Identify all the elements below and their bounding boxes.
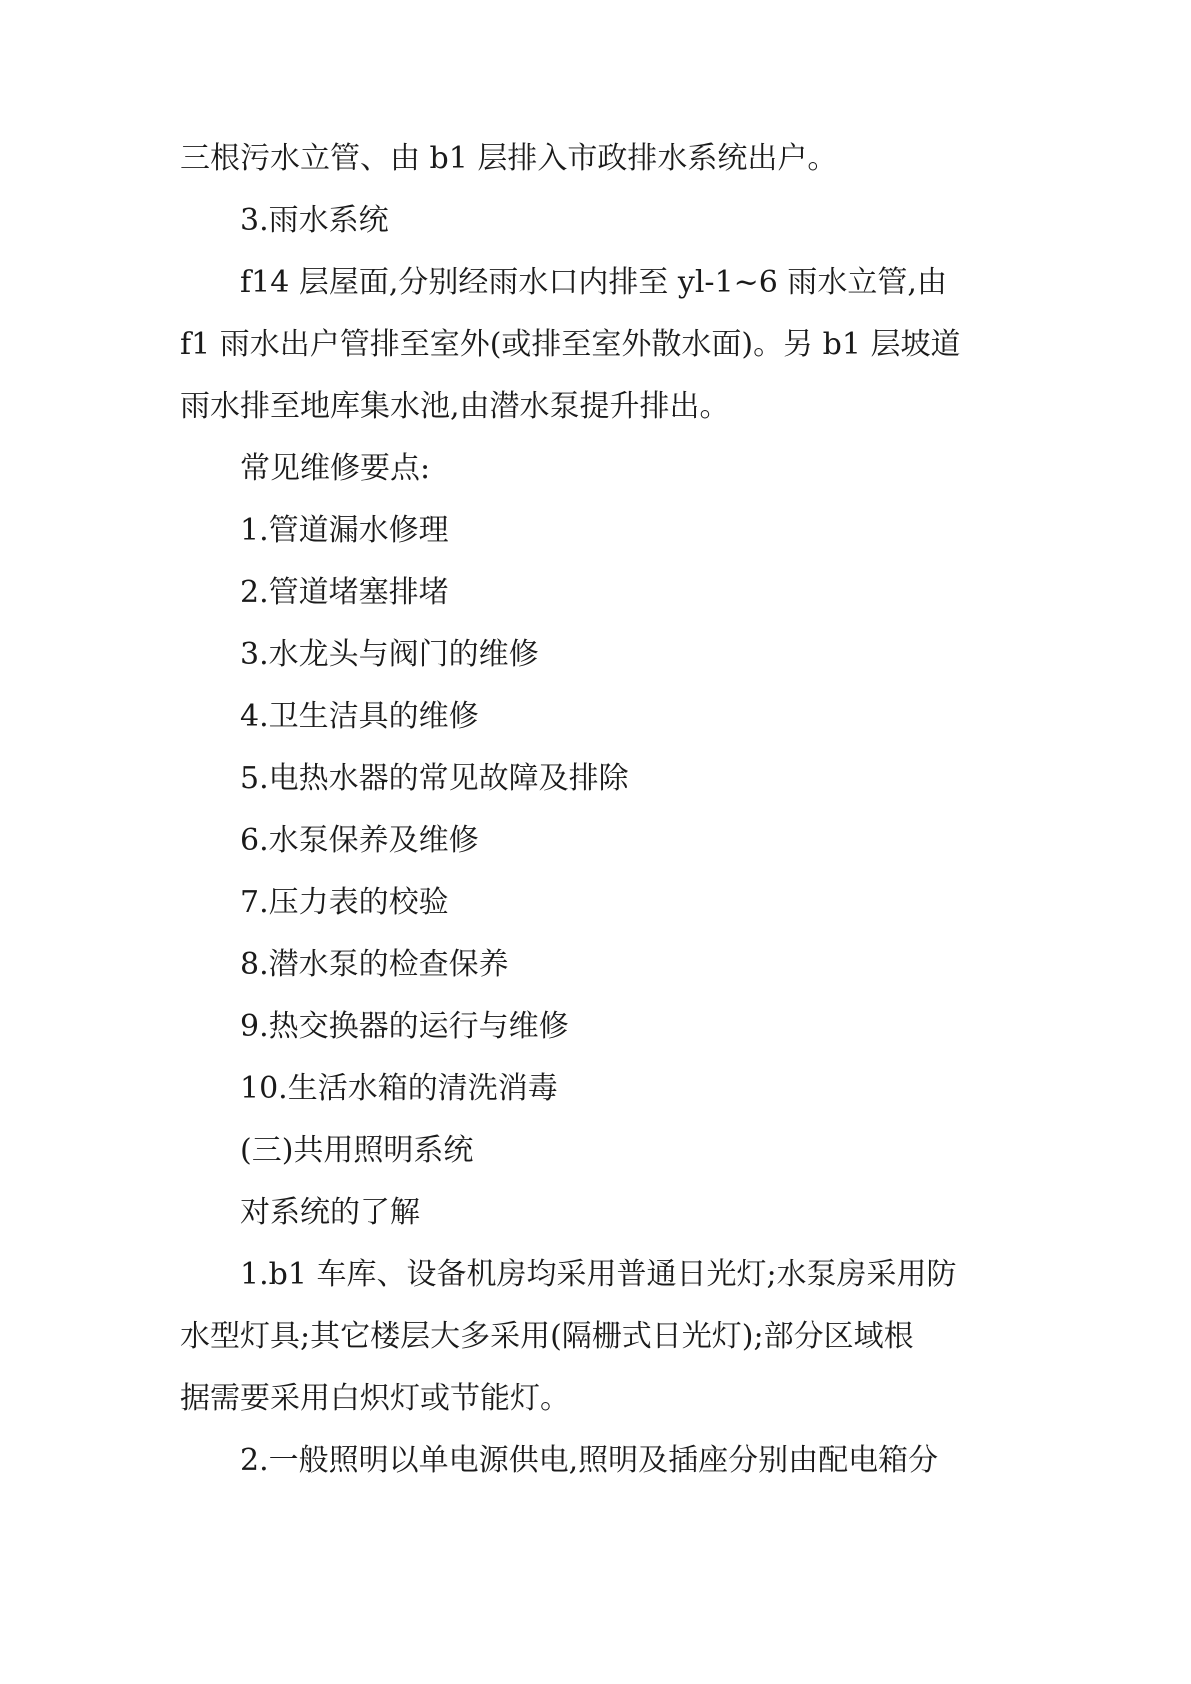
list-item: 6.水泵保养及维修	[240, 823, 479, 858]
list-item: 5.电热水器的常见故障及排除	[240, 761, 629, 796]
text-line: 三根污水立管、由 b1 层排入市政排水系统出户。	[180, 141, 838, 176]
text-line: 水型灯具;其它楼层大多采用(隔栅式日光灯);部分区域根	[180, 1319, 914, 1354]
text-line: 1.b1 车库、设备机房均采用普通日光灯;水泵房采用防	[240, 1257, 957, 1292]
section-heading: (三)共用照明系统	[240, 1133, 474, 1168]
text-line: 雨水排至地库集水池,由潜水泵提升排出。	[180, 389, 730, 424]
list-item: 9.热交换器的运行与维修	[240, 1009, 569, 1044]
section-heading: 3.雨水系统	[240, 203, 389, 238]
list-item: 3.水龙头与阀门的维修	[240, 637, 539, 672]
list-item: 10.生活水箱的清洗消毒	[240, 1071, 558, 1106]
section-heading: 对系统的了解	[240, 1195, 420, 1230]
section-heading: 常见维修要点:	[240, 451, 431, 486]
list-item: 7.压力表的校验	[240, 885, 449, 920]
list-item: 2.管道堵塞排堵	[240, 575, 449, 610]
document-body	[180, 128, 1015, 1492]
text-line: 2.一般照明以单电源供电,照明及插座分别由配电箱分	[240, 1443, 939, 1478]
text-line: 据需要采用白炽灯或节能灯。	[180, 1381, 570, 1416]
list-item: 4.卫生洁具的维修	[240, 699, 479, 734]
list-item: 8.潜水泵的检查保养	[240, 947, 509, 982]
text-line: f14 层屋面,分别经雨水口内排至 yl-1~6 雨水立管,由	[240, 265, 947, 300]
text-line: f1 雨水出户管排至室外(或排至室外散水面)。另 b1 层坡道	[180, 327, 961, 362]
list-item: 1.管道漏水修理	[240, 513, 449, 548]
